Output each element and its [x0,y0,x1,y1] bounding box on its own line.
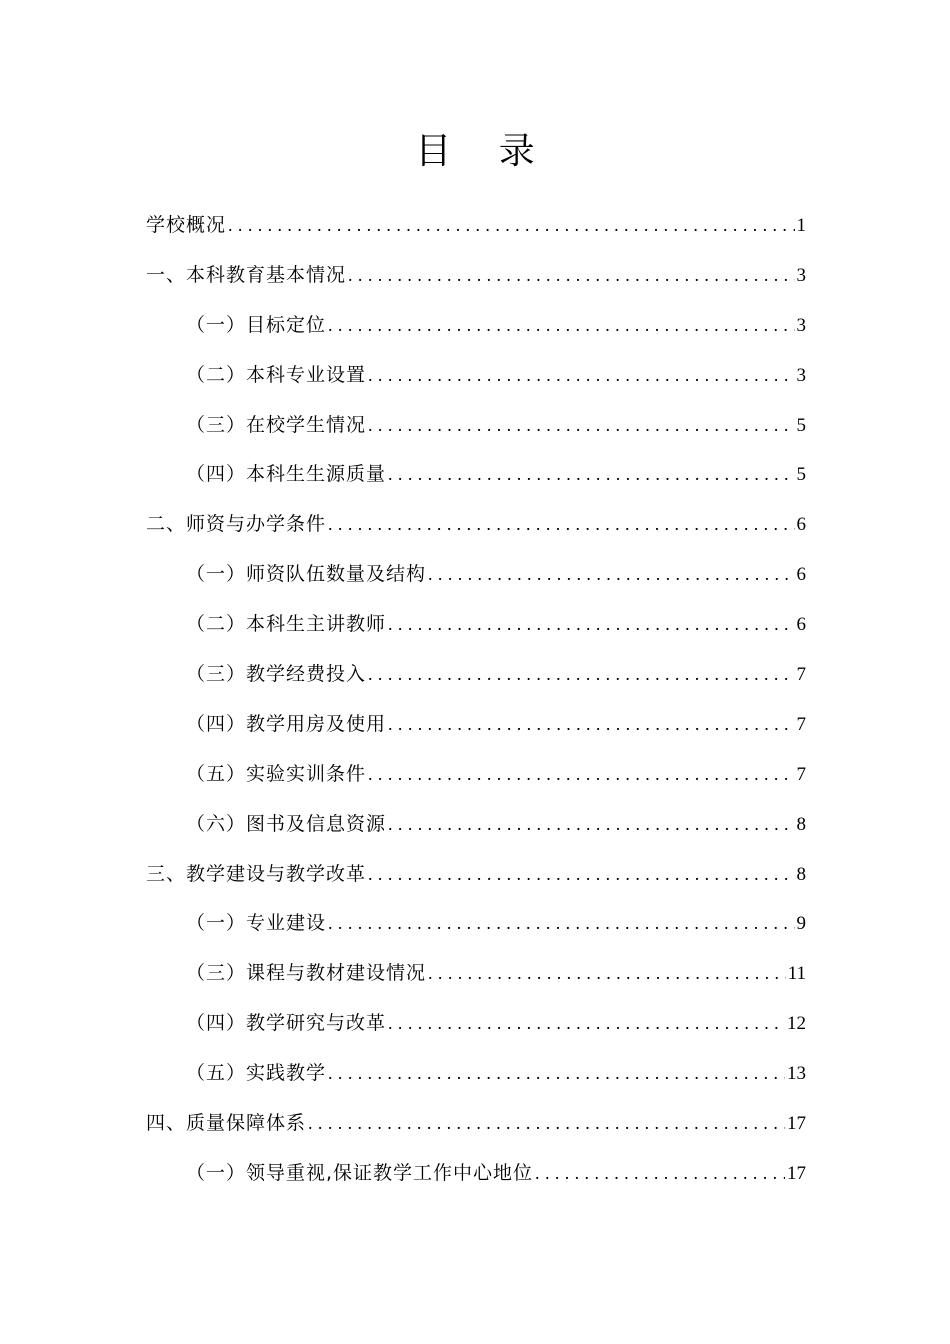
dot-leader [228,206,794,244]
dot-leader [328,1054,785,1092]
toc-entry-page: 1 [796,215,806,236]
toc-entry-page: 11 [787,963,806,985]
toc-entry-label: （三）课程与教材建设情况 [186,962,427,985]
toc-entry-page: 6 [796,514,806,536]
toc-entry-label: （四）教学研究与改革 [186,1012,387,1035]
dot-leader [368,406,794,444]
toc-subentry[interactable] [146,655,806,705]
toc-entry-label: （一）领导重视,保证教学工作中心地位 [186,1161,534,1184]
toc-entry-page: 3 [796,264,806,286]
toc-subentry[interactable] [146,406,806,456]
dot-leader [308,1104,785,1142]
toc-subentry[interactable] [146,356,806,406]
dot-leader [328,306,794,344]
toc-entry-label: （五）实践教学 [186,1062,327,1085]
toc-subentry[interactable] [146,605,806,655]
toc-entry-page: 7 [796,713,806,735]
toc-subentry[interactable] [146,1004,806,1054]
toc-subentry[interactable] [146,705,806,755]
dot-leader [535,1154,785,1192]
toc-entry-label: 二、师资与办学条件 [146,513,327,536]
toc-entry-page: 3 [796,364,806,386]
toc-entry-page: 17 [787,1162,806,1184]
toc-entry-label: （三）教学经费投入 [186,663,367,686]
page-title: 目 录 [415,131,553,172]
toc-entry-label: （五）实验实训条件 [186,762,367,785]
toc-entry-label: （六）图书及信息资源 [186,812,387,835]
dot-leader [328,904,794,942]
toc-subentry[interactable] [146,1054,806,1104]
toc-entry-page: 6 [796,564,806,586]
toc-entry[interactable] [146,206,806,256]
toc-entry-label: （四）教学用房及使用 [186,712,387,735]
dot-leader [388,705,794,743]
toc-entry[interactable] [146,855,806,905]
dot-leader [368,655,794,693]
toc-entry-label: （四）本科生生源质量 [186,463,387,486]
dot-leader [348,256,794,294]
toc-entry-label: （二）本科专业设置 [186,363,367,386]
toc-entry-page: 5 [796,464,806,486]
toc-entry-label: （一）目标定位 [186,313,327,336]
dot-leader [388,455,794,493]
toc-entry[interactable] [146,1104,806,1154]
dot-leader [428,954,786,992]
dot-leader [328,505,794,543]
dot-leader [388,605,794,643]
dot-leader [368,356,794,394]
toc-entry-page: 3 [796,314,806,336]
toc-subentry[interactable] [146,306,806,356]
toc-entry-page: 12 [787,1013,806,1035]
toc-entry-label: （一）师资队伍数量及结构 [186,563,427,586]
toc-entry-page: 17 [787,1113,806,1135]
toc-entry-label: 一、本科教育基本情况 [146,263,347,286]
toc-subentry[interactable] [146,954,806,1004]
toc-subentry[interactable] [146,805,806,855]
dot-leader [368,755,794,793]
toc-entry-page: 5 [796,414,806,436]
toc-entry-label: （三）在校学生情况 [186,413,367,436]
toc-entry-page: 8 [796,813,806,835]
toc-entry-page: 7 [796,664,806,686]
toc-subentry[interactable] [146,455,806,505]
toc-entry-page: 7 [796,763,806,785]
dot-leader [428,555,794,593]
toc-subentry[interactable] [146,1154,806,1204]
toc-entry-label: 学校概况 [146,214,227,236]
dot-leader [388,805,794,843]
dot-leader [388,1004,785,1042]
toc-entry-page: 8 [796,863,806,885]
toc-entry[interactable] [146,256,806,306]
toc-entry-label: （一）专业建设 [186,912,327,935]
dot-leader [368,855,794,893]
toc-entry-page: 9 [796,913,806,935]
toc-entry-label: 三、教学建设与教学改革 [146,862,367,885]
toc-subentry[interactable] [146,555,806,605]
toc-subentry[interactable] [146,904,806,954]
toc-subentry[interactable] [146,755,806,805]
toc-entry[interactable] [146,505,806,555]
toc-entry-page: 13 [787,1063,806,1085]
toc-entry-page: 6 [796,614,806,636]
toc-entry-label: 四、质量保障体系 [146,1112,307,1135]
table-of-contents [146,206,806,1204]
toc-entry-label: （二）本科生主讲教师 [186,613,387,636]
